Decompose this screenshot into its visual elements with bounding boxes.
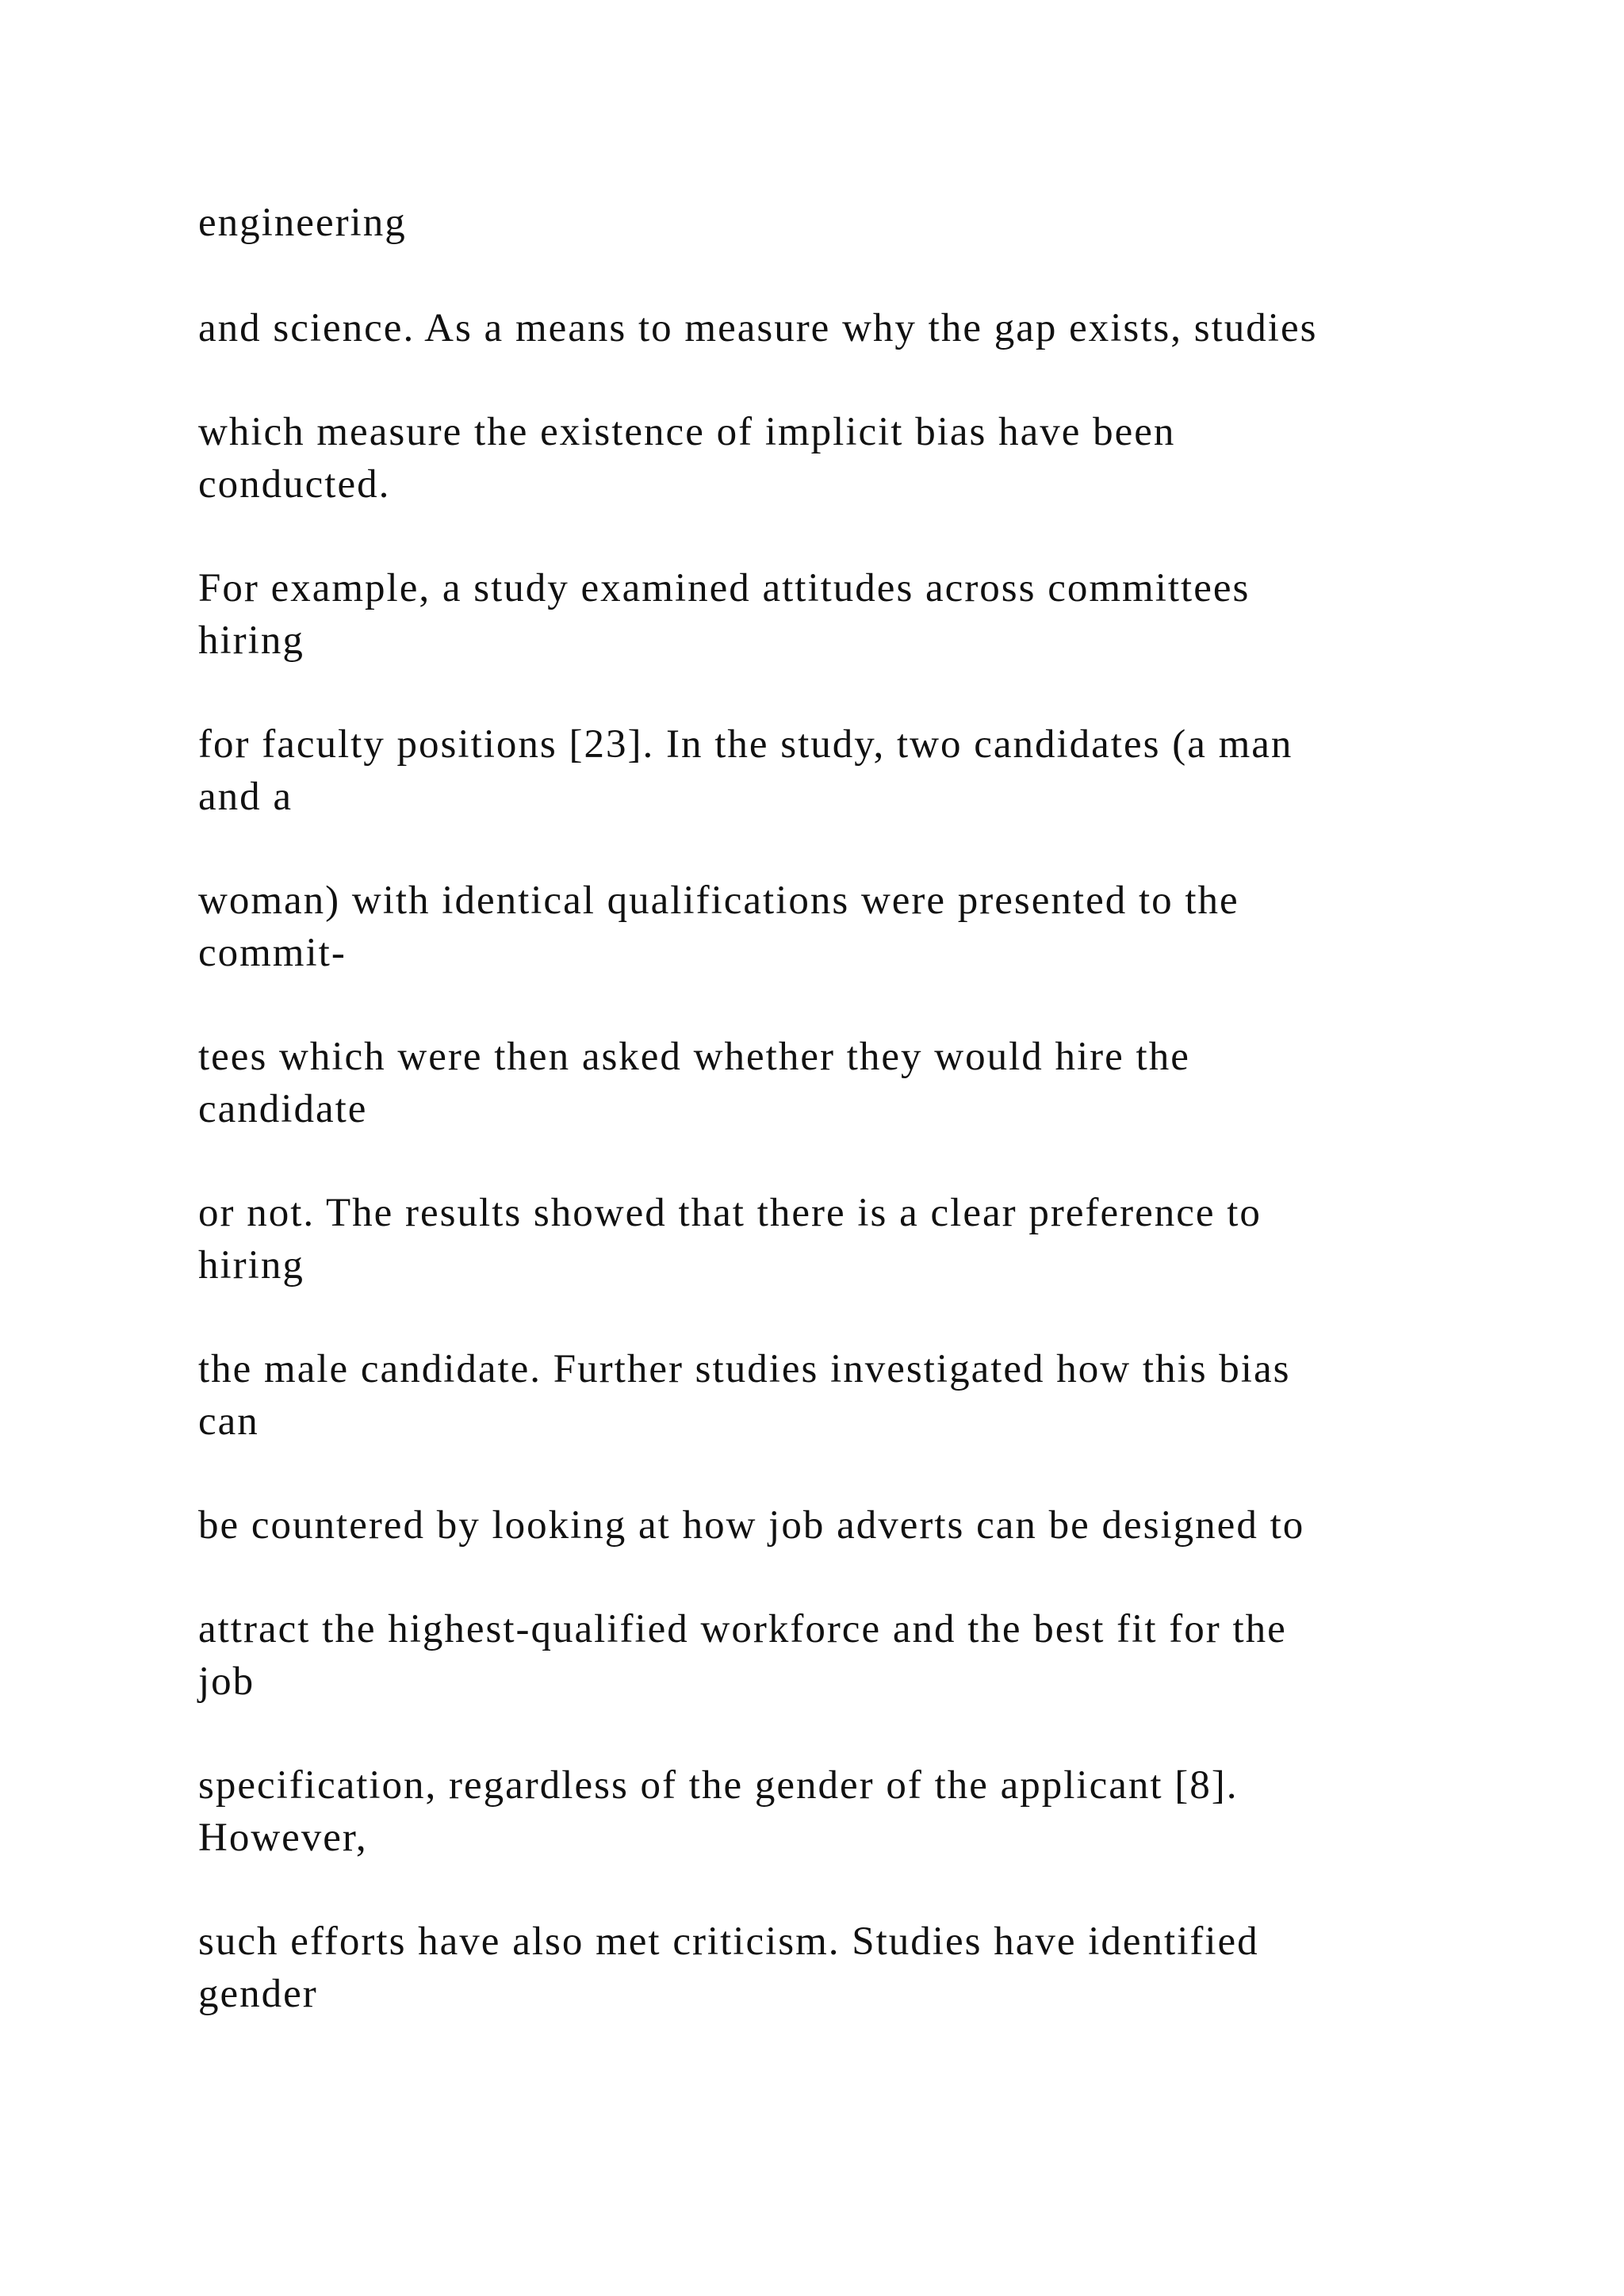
text-line: commit- <box>198 931 347 975</box>
text-line: woman) with identical qualifications were presented to the <box>198 878 1239 923</box>
text-line: hiring <box>198 1243 304 1288</box>
text-line: hiring <box>198 618 304 663</box>
text-line: or not. The results showed that there is a clear preference to <box>198 1191 1262 1235</box>
text-line: conducted. <box>198 462 391 507</box>
text-line: gender <box>198 1972 318 2016</box>
paragraph-7 <box>198 1031 1435 1135</box>
text-line: attract the highest-qualified workforce and the best fit for the <box>198 1607 1287 1651</box>
paragraph-12 <box>198 1759 1435 1864</box>
paragraph-11 <box>198 1603 1435 1708</box>
text-line: for faculty positions [23]. In the study, two candidates (a man <box>198 722 1293 767</box>
text-line: specification, regardless of the gender of the applicant [8]. <box>198 1763 1239 1808</box>
text-line: which measure the existence of implicit bias have been <box>198 410 1176 454</box>
text-line: and a <box>198 775 293 819</box>
paragraph-3 <box>198 406 1435 511</box>
paragraph-10 <box>198 1499 1435 1552</box>
paragraph-2 <box>198 302 1435 354</box>
text-line: the male candidate. Further studies investigated how this bias <box>198 1347 1291 1391</box>
paragraph-6 <box>198 874 1435 979</box>
text-line: such efforts have also met criticism. Studies have identified <box>198 1919 1259 1964</box>
text-line: For example, a study examined attitudes across committees <box>198 566 1251 610</box>
text-line: tees which were then asked whether they would hire the <box>198 1035 1190 1079</box>
text-line: can <box>198 1399 259 1444</box>
paragraph-1 <box>198 197 1435 249</box>
paragraph-4 <box>198 562 1435 667</box>
text-line: job <box>198 1659 255 1704</box>
text-line: be countered by looking at how job adverts can be designed to <box>198 1503 1305 1548</box>
text-line: engineering <box>198 201 407 245</box>
paragraph-13 <box>198 1915 1435 2020</box>
paragraph-5 <box>198 718 1435 823</box>
text-line: However, <box>198 1816 368 1860</box>
text-line: candidate <box>198 1087 368 1131</box>
text-line: and science. As a means to measure why the gap exists, studies <box>198 306 1318 350</box>
paragraph-9 <box>198 1343 1435 1448</box>
paragraph-8 <box>198 1187 1435 1292</box>
